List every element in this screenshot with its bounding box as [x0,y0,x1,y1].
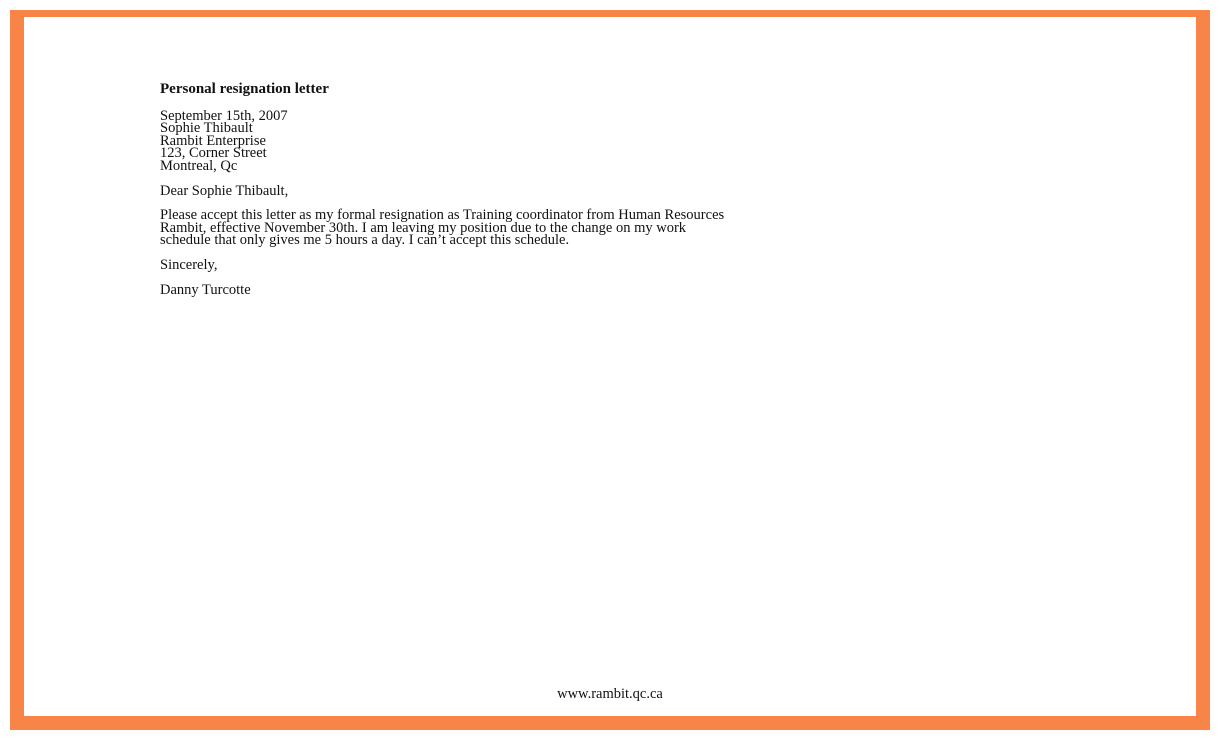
letter-date: September 15th, 2007 [160,107,288,124]
page-frame [10,10,1210,730]
body-line: Rambit, effective November 30th. I am leaving my position due to the change on my work [160,219,687,236]
closing: Sincerely, [160,256,218,273]
letter [160,83,1120,308]
recipient-city: Montreal, Qc [160,157,238,174]
recipient-name: Sophie Thibault [160,120,253,137]
body-line: Please accept this letter as my formal resignation as Training coordinator from Human Resources [160,207,725,224]
recipient-company: Rambit Enterprise [160,132,266,149]
signature: Danny Turcotte [160,281,251,298]
greeting: Dear Sophie Thibault, [160,182,289,199]
letter-body [160,209,1120,247]
letter-title: Personal resignation letter [160,81,329,97]
address-block [160,107,1120,174]
recipient-street: 123, Corner Street [160,145,267,162]
footer-url: www.rambit.qc.ca [557,686,663,702]
body-line: schedule that only gives me 5 hours a day. I can’t accept this schedule. [160,232,570,249]
